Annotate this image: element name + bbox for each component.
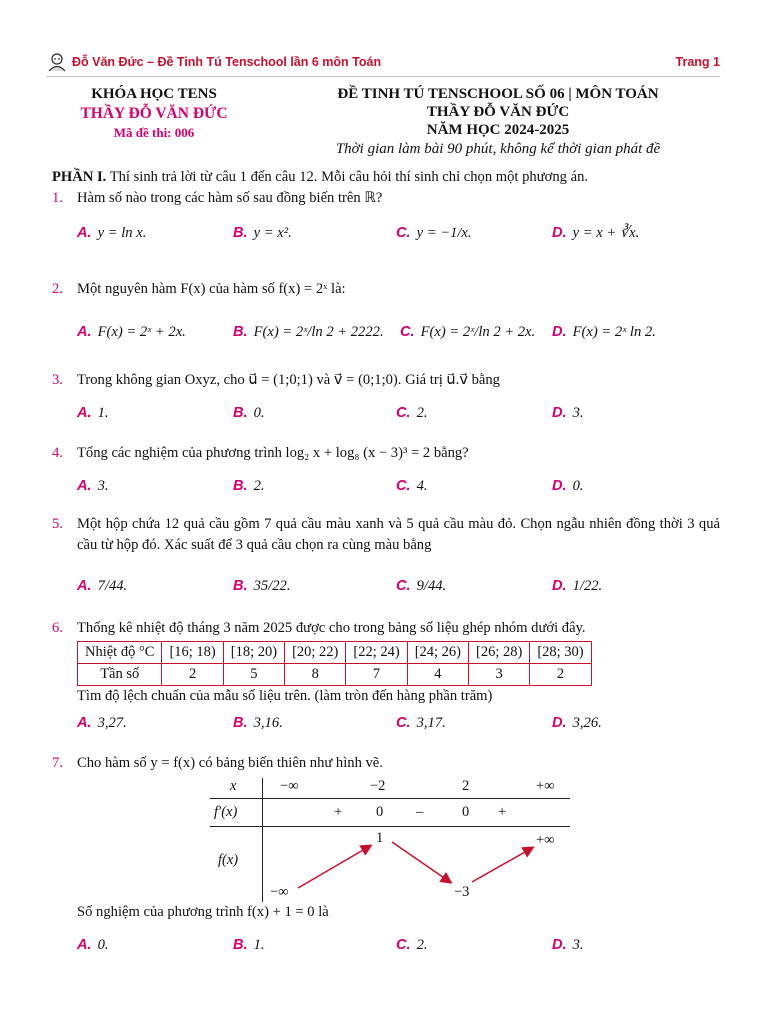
course-block (54, 85, 254, 141)
question-6 (52, 618, 720, 743)
table-cell: 2 (162, 664, 223, 686)
option-d[interactable] (552, 322, 656, 343)
option-value: 7/44. (97, 578, 128, 594)
table-row (78, 642, 592, 664)
fprime-label: f′(x) (214, 804, 238, 820)
option-b[interactable] (233, 713, 283, 734)
option-value: 1. (253, 937, 265, 953)
option-a[interactable] (77, 403, 109, 424)
teacher-avatar-icon (46, 52, 68, 72)
part-text: Thí sinh trả lời từ câu 1 đến câu 12. Mỗi câu hỏi thí sinh chỉ chọn một phương án. (106, 169, 589, 185)
option-label: B. (233, 578, 248, 594)
option-label: B. (233, 715, 248, 731)
sign-value: 0 (462, 804, 470, 820)
exam-duration: Thời gian làm bài 90 phút, không kể thời gian phát đề (335, 141, 661, 157)
option-a[interactable] (77, 223, 146, 244)
option-value: y = x². (253, 225, 292, 241)
option-value: 1/22. (572, 578, 603, 594)
option-label: D. (552, 225, 567, 241)
table-cell: Tần số (78, 664, 162, 686)
question-number: 1. (52, 190, 63, 206)
option-value: 0. (97, 937, 109, 953)
school-year: NĂM HỌC 2024-2025 (426, 122, 570, 138)
question-1 (52, 188, 720, 267)
option-d[interactable] (552, 935, 584, 956)
option-c[interactable] (396, 476, 428, 497)
decreasing-arrow (392, 842, 450, 882)
table-row (78, 664, 592, 686)
teacher-name: THẦY ĐỖ VĂN ĐỨC (80, 105, 228, 122)
answer-options (52, 707, 720, 743)
option-value: 1. (97, 405, 109, 421)
table-cell: [24; 26) (407, 642, 468, 664)
exam-code: Mã đề thi: 006 (113, 125, 195, 140)
option-label: C. (396, 225, 411, 241)
table-cell: [28; 30) (530, 642, 591, 664)
question-stem: Trong không gian Oxyz, cho u⃗ = (1;0;1) và v⃗ = (0;1;0). Giá trị u⃗.v⃗ bằng (77, 372, 500, 388)
option-label: D. (552, 715, 567, 731)
question-2 (52, 279, 720, 360)
f-value: 1 (376, 830, 384, 846)
sign-value: + (498, 804, 507, 820)
option-a[interactable] (77, 935, 109, 956)
table-cell: 7 (346, 664, 407, 686)
page-header (46, 50, 720, 77)
option-label: D. (552, 937, 567, 953)
page-number: Trang 1 (675, 55, 720, 69)
answer-options (52, 391, 720, 435)
increasing-arrow (472, 848, 532, 882)
question-number: 6. (52, 620, 63, 636)
question-stem: Một nguyên hàm F(x) của hàm số f(x) = 2ˣ là: (77, 281, 346, 297)
question-stem: Tổng các nghiệm của phương trình log₂ x + log₈ (x − 3)³ = 2 bằng? (77, 445, 469, 461)
sign-value: – (416, 804, 424, 820)
f-value: −3 (454, 884, 470, 900)
option-value: 9/44. (416, 578, 447, 594)
option-label: B. (233, 225, 248, 241)
question-number: 5. (52, 516, 63, 532)
variation-arrows (210, 778, 610, 902)
option-label: A. (77, 478, 92, 494)
x-label: x (230, 778, 237, 794)
option-a[interactable] (77, 576, 127, 597)
option-c[interactable] (396, 223, 472, 244)
option-label: C. (396, 478, 411, 494)
option-label: B. (233, 937, 248, 953)
f-value: +∞ (536, 832, 555, 848)
option-b[interactable] (233, 576, 290, 597)
option-label: A. (77, 715, 92, 731)
answer-options (52, 209, 720, 267)
question-stem: Một hộp chứa 12 quả cầu gồm 7 quả cầu màu xanh và 5 quả cầu màu đỏ. Chọn ngẫu nhiên đồng thời 3 quả cầu từ hộp đó. Xác suất để 3 quả cầu chọn ra cùng màu bằng (77, 516, 720, 553)
table-cell: [26; 28) (469, 642, 530, 664)
table-cell: 5 (223, 664, 284, 686)
option-label: B. (233, 478, 248, 494)
table-cell: 8 (285, 664, 346, 686)
part-instructions (52, 167, 720, 188)
option-label: D. (552, 578, 567, 594)
option-value: 3,17. (416, 715, 446, 731)
question-stem: Hàm số nào trong các hàm số sau đồng biến trên ℝ? (77, 190, 383, 206)
option-b[interactable] (233, 403, 265, 424)
option-value: 2. (416, 937, 428, 953)
option-value: 3. (572, 405, 584, 421)
x-value: −2 (370, 778, 386, 794)
exam-title: ĐỀ TINH TÚ TENSCHOOL SỐ 06 | MÔN TOÁN (337, 86, 659, 102)
sign-value: 0 (376, 804, 384, 820)
question-number: 4. (52, 445, 63, 461)
option-a[interactable] (77, 713, 127, 734)
option-label: A. (77, 324, 92, 340)
option-value: y = −1/x. (416, 225, 472, 241)
option-value: F(x) = 2ˣ ln 2. (572, 324, 656, 340)
option-label: A. (77, 578, 92, 594)
frequency-table (77, 641, 592, 686)
option-value: 3,16. (253, 715, 283, 731)
answer-options (52, 464, 720, 508)
table-cell: [22; 24) (346, 642, 407, 664)
course-name: KHÓA HỌC TENS (91, 86, 217, 102)
option-c[interactable] (396, 935, 428, 956)
option-a[interactable] (77, 322, 186, 343)
x-value: 2 (462, 778, 470, 794)
option-value: 3,26. (572, 715, 602, 731)
question-4 (52, 443, 720, 508)
option-b[interactable] (233, 935, 265, 956)
question-7 (52, 753, 720, 963)
option-b[interactable] (233, 322, 384, 343)
exam-title-block (300, 85, 696, 159)
table-cell: [20; 22) (285, 642, 346, 664)
option-label: C. (396, 405, 411, 421)
option-label: D. (552, 324, 567, 340)
option-value: 0. (572, 478, 584, 494)
option-label: C. (400, 324, 415, 340)
option-label: D. (552, 478, 567, 494)
variation-table (210, 778, 610, 902)
option-value: 4. (416, 478, 428, 494)
option-value: y = x + ∛x. (572, 225, 640, 241)
answer-options (52, 923, 720, 963)
option-c[interactable] (400, 322, 535, 343)
option-a[interactable] (77, 476, 109, 497)
exam-content (52, 167, 720, 963)
option-d[interactable] (552, 403, 584, 424)
question-number: 3. (52, 372, 63, 388)
option-b[interactable] (233, 223, 292, 244)
option-d[interactable] (552, 576, 602, 597)
header-title: Đỗ Văn Đức – Đề Tinh Tú Tenschool lần 6 môn Toán (72, 55, 382, 69)
table-cell: 2 (530, 664, 591, 686)
part-label: PHẦN I. (52, 169, 107, 185)
option-label: C. (396, 937, 411, 953)
f-label: f(x) (218, 852, 239, 868)
option-value: F(x) = 2ˣ/ln 2 + 2x. (420, 324, 536, 340)
option-value: 3. (97, 478, 109, 494)
option-value: 0. (253, 405, 265, 421)
table-cell: [18; 20) (223, 642, 284, 664)
question-stem: Cho hàm số y = f(x) có bảng biến thiên như hình vẽ. (77, 755, 383, 771)
option-label: C. (396, 578, 411, 594)
option-value: 2. (416, 405, 428, 421)
question-number: 2. (52, 281, 63, 297)
sign-value: + (334, 804, 343, 820)
option-d[interactable] (552, 476, 584, 497)
table-cell: Nhiệt độ °C (78, 642, 162, 664)
question-followup: Tìm độ lệch chuẩn của mẫu số liệu trên. (làm tròn đến hàng phần trăm) (77, 688, 493, 704)
option-label: C. (396, 715, 411, 731)
question-5 (52, 514, 720, 612)
table-cell: [16; 18) (162, 642, 223, 664)
answer-options (52, 556, 720, 612)
table-cell: 3 (469, 664, 530, 686)
answer-options (52, 300, 720, 360)
option-value: 2. (253, 478, 265, 494)
option-value: 3. (572, 937, 584, 953)
f-value: −∞ (270, 884, 289, 900)
option-value: F(x) = 2ˣ + 2x. (97, 324, 186, 340)
option-label: A. (77, 937, 92, 953)
option-c[interactable] (396, 403, 428, 424)
option-label: A. (77, 405, 92, 421)
question-stem: Thống kê nhiệt độ tháng 3 năm 2025 được cho trong bảng số liệu ghép nhóm dưới đây. (77, 620, 586, 636)
x-value: −∞ (280, 778, 299, 794)
table-cell: 4 (407, 664, 468, 686)
option-label: D. (552, 405, 567, 421)
question-number: 7. (52, 755, 63, 771)
option-value: F(x) = 2ˣ/ln 2 + 2222. (253, 324, 384, 340)
option-label: B. (233, 405, 248, 421)
option-d[interactable] (552, 713, 602, 734)
exam-teacher: THẦY ĐỖ VĂN ĐỨC (426, 104, 570, 120)
option-label: B. (233, 324, 248, 340)
increasing-arrow (298, 846, 370, 888)
option-value: 35/22. (253, 578, 291, 594)
question-followup: Số nghiệm của phương trình f(x) + 1 = 0 là (77, 904, 329, 920)
option-d[interactable] (552, 223, 639, 244)
x-value: +∞ (536, 778, 555, 794)
option-value: 3,27. (97, 715, 127, 731)
option-label: A. (77, 225, 92, 241)
option-value: y = ln x. (97, 225, 147, 241)
option-b[interactable] (233, 476, 265, 497)
option-c[interactable] (396, 713, 446, 734)
option-c[interactable] (396, 576, 446, 597)
question-3 (52, 370, 720, 435)
